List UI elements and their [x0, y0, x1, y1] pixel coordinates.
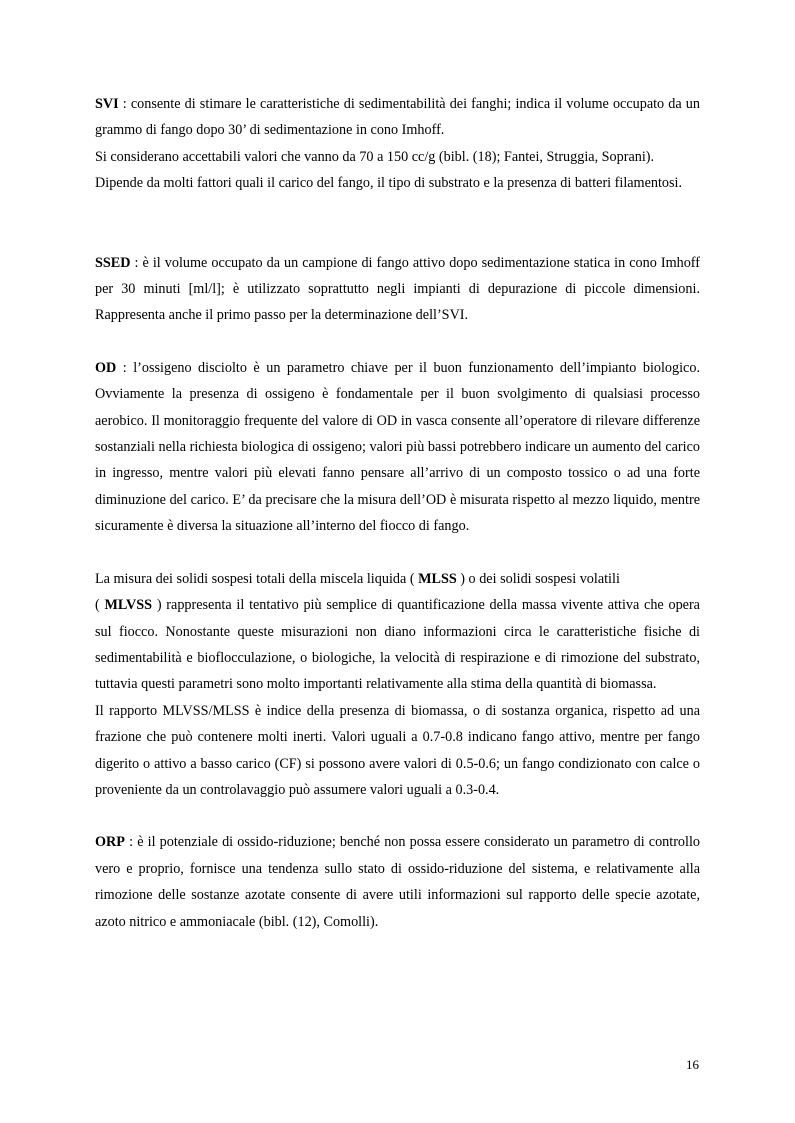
section-ssed — [95, 250, 700, 329]
mlvss-paragraph — [95, 592, 700, 698]
section-orp — [95, 829, 700, 935]
term-mlss: MLSS — [418, 570, 457, 587]
svi-definition — [95, 91, 700, 144]
svi-text-1: consente di stimare le caratteristiche di sedimentabilità dei fanghi; indica il volume occupato da un grammo di fango dopo 30’ di sedimentazione in cono Imhoff. — [95, 96, 700, 139]
ssed-definition — [95, 250, 700, 329]
od-text: l’ossigeno disciolto è un parametro chiave per il buon funzionamento dell’impianto biologico. Ovviamente la presenza di ossigeno è fondamentale per il buon svolgimento di qualsiasi processo aerobico. Il monitoraggio frequente del valore di OD in vasca consente all’operatore di rilevare differenze sostanziali nella richiesta biologica di ossigeno; valori più bassi potrebbero indicare un aumento del carico in ingresso, mentre valori più elevati fanno pensare all’arrivo di un composto tossico o ad una forte diminuzione del carico. E’ da precisare che la misura dell’OD è misurata rispetto al mezzo liquido, mentre sicuramente è diversa la situazione all’interno del fiocco di fango. — [95, 359, 700, 535]
term-mlvss: MLVSS — [104, 597, 153, 614]
section-od — [95, 355, 700, 540]
mlvss-text: ) rappresenta il tentativo più semplice di quantificazione della massa vivente attiva che opera sul fiocco. Nonostante queste misurazioni non diano informazioni circa le caratteristiche fisiche di sedimentabilità e bioflocculazione, o biologiche, la velocità di respirazione e di rimozione del substrato, tuttavia questi parametri sono molto importanti relativamente alla stima della quantità di biomassa. — [95, 597, 700, 693]
separator: : — [130, 254, 143, 271]
separator: : — [116, 359, 134, 376]
svi-factors: Dipende da molti fattori quali il carico del fango, il tipo di substrato e la presenza di batteri filamentosi. — [95, 175, 683, 192]
mlss-line1-post: ) o dei solidi sospesi volatili — [456, 570, 620, 587]
section-mlss — [95, 566, 700, 804]
term-od: OD — [95, 359, 117, 376]
document-body — [95, 91, 700, 935]
svi-range: Si considerano accettabili valori che vanno da 70 a 150 cc/g (bibl. (18); Fantei, Struggia, Soprani). — [95, 148, 655, 165]
mlvss-pre: ( — [95, 597, 105, 614]
separator: : — [124, 834, 138, 851]
term-ssed: SSED — [95, 254, 131, 271]
term-svi: SVI — [95, 96, 119, 112]
term-orp: ORP — [95, 834, 125, 851]
od-definition — [95, 355, 700, 540]
ssed-text: è il volume occupato da un campione di fango attivo dopo sedimentazione statica in cono Imhoff per 30 minuti [ml/l]; è utilizzato soprattutto negli impianti di depurazione di piccole dimensioni. Rappresenta anche il primo passo per la determinazione dell’SVI. — [95, 254, 700, 324]
page-number: 16 — [686, 1057, 699, 1072]
orp-definition — [95, 829, 700, 935]
mlss-line1-pre: La misura dei solidi sospesi totali della miscela liquida ( — [95, 570, 419, 587]
orp-text: è il potenziale di ossido-riduzione; benché non possa essere considerato un parametro di controllo vero e proprio, fornisce una tendenza sullo stato di ossido-riduzione del sistema, e relativamente alla rimozione delle sostanze azotate consente di avere utili informazioni sul rapporto delle specie azotate, azoto nitrico e ammoniacale (bibl. (12), Comolli). — [95, 834, 700, 930]
separator: : — [118, 96, 131, 112]
ratio-paragraph: Il rapporto MLVSS/MLSS è indice della presenza di biomassa, o di sostanza organica, rispetto ad una frazione che può contenere molti inerti. Valori uguali a 0.7-0.8 indicano fango attivo, mentre per fango digerito o attivo a basso carico (CF) si possono avere valori di 0.5-0.6; un fango condizionato con calce o proveniente da un controlavaggio può assumere valori uguali a 0.3-0.4. — [95, 702, 700, 798]
mlss-intro-line — [95, 566, 700, 592]
section-svi — [95, 91, 700, 197]
